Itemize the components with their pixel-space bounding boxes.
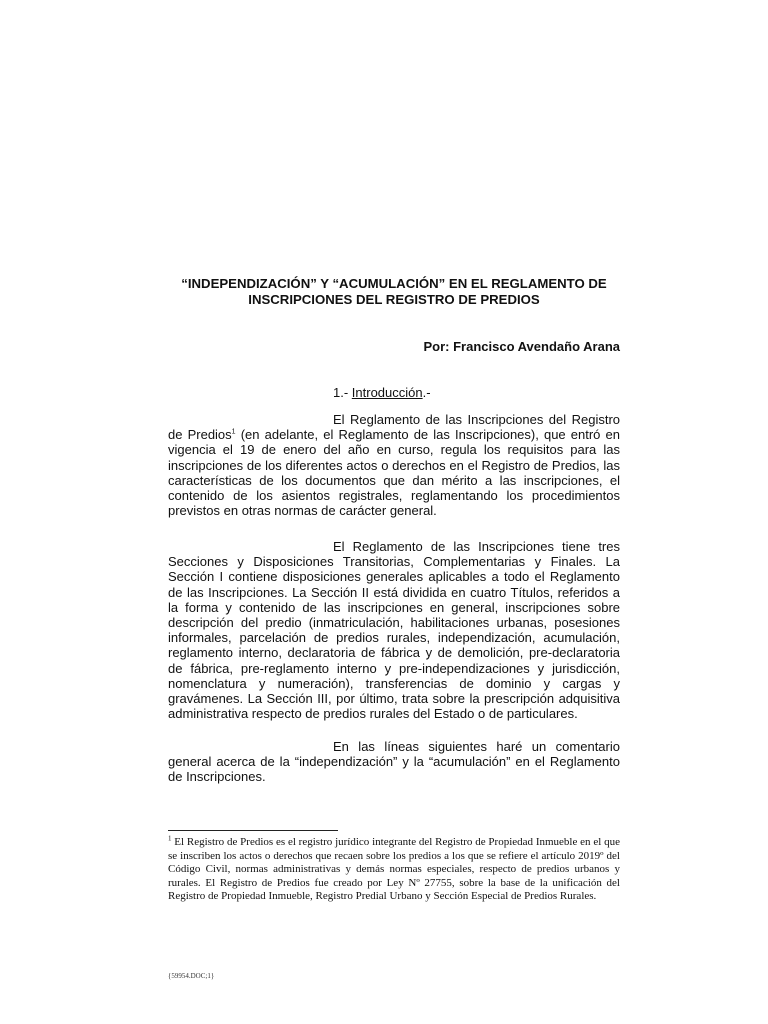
section-title: Introducción xyxy=(351,385,423,400)
document-id: {59954.DOC;1} xyxy=(168,972,215,980)
section-suffix: .- xyxy=(422,385,431,400)
author-byline: Por: Francisco Avendaño Arana xyxy=(423,339,620,354)
footnote-reference: 1 xyxy=(231,428,236,436)
section-heading xyxy=(333,385,431,401)
footnote-separator xyxy=(168,830,338,831)
paragraph-1 xyxy=(168,412,620,518)
footnote-number: 1 xyxy=(168,834,172,843)
section-number: 1.- xyxy=(333,385,352,400)
paragraph-2: El Reglamento de las Inscripciones tiene tres Secciones y Disposiciones Transitorias, Complementarias y Finales. La Sección I contiene disposiciones generales aplicables a todo el Reglamento de las Inscripciones. La Sección II está dividida en cuatro Títulos, referidos a la forma y contenido de las inscripciones en general, inscripciones sobre descripción del predio (inmatriculación, habilitaciones urbanas, posesiones informales, parcelación de predios rurales, independización, acumulación, reglamento interno, declaratoria de fábrica y de demolición, pre-declaratoria de fábrica, pre-reglamento interno y pre-independizaciones y jurisdicción, nomenclatura y numeración), transferencias de dominio y cargas y gravámenes. La Sección III, por último, trata sobre la prescripción adquisitiva administrativa respecto de predios rurales del Estado o de particulares. xyxy=(168,539,620,722)
title-line-1: “INDEPENDIZACIÓN” Y “ACUMULACIÓN” EN EL REGLAMENTO DE xyxy=(181,276,607,291)
paragraph-3: En las líneas siguientes haré un comentario general acerca de la “independización” y la “acumulación” en el Reglamento de Inscripciones. xyxy=(168,739,620,785)
paragraph-1-text-a: El Reglamento de las Inscripciones del Registro de Predios xyxy=(168,412,620,443)
paragraph-1-text-b: (en adelante, el Reglamento de las Inscripciones), que entró en vigencia el 19 de enero del año en curso, regula los requisitos para las inscripciones de los diferentes actos o derechos en el Registro de Predios, las características de los documentos que dan mérito a las inscripciones, el contenido de los asientos registrales, reglamentando los procedimientos previstos en otras normas de carácter general. xyxy=(168,427,621,519)
footnote-text: El Registro de Predios es el registro jurídico integrante del Registro de Propiedad Inmueble en el que se inscriben los actos o derechos que recaen sobre los predios a los que se refiere el artículo 2019º del Código Civil, normas administrativas y demás normas especiales, respecto de predios urbanos y rurales. El Registro de Predios fue creado por Ley Nº 27755, sobre la base de la unificación del Registro de Propiedad Inmueble, Registro Predial Urbano y Sección Especial de Predios Rurales. xyxy=(168,836,620,903)
footnote xyxy=(168,836,620,904)
title-line-2: INSCRIPCIONES DEL REGISTRO DE PREDIOS xyxy=(248,292,540,307)
document-title xyxy=(168,276,620,308)
